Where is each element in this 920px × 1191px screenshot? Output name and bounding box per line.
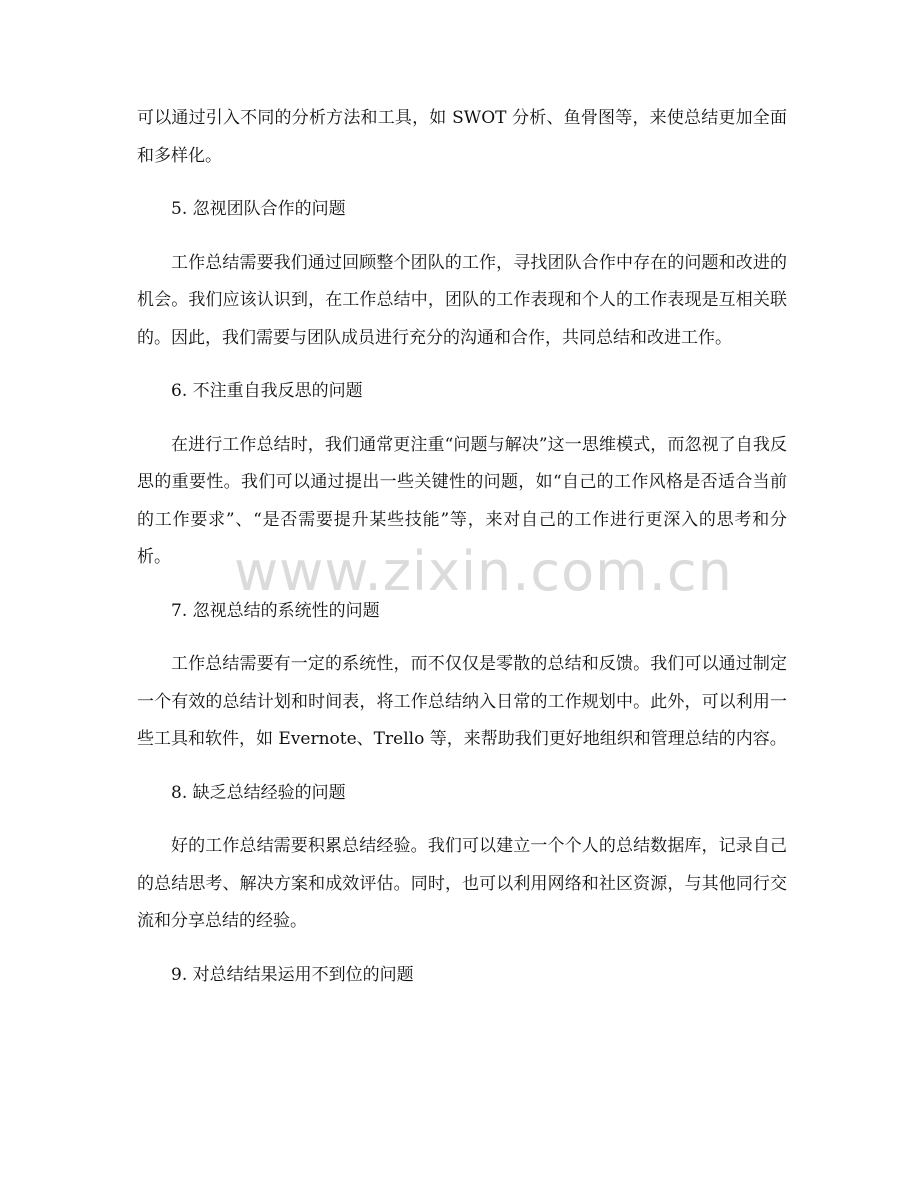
paragraph-team-cooperation: 工作总结需要我们通过回顾整个团队的工作，寻找团队合作中存在的问题和改进的机会。我们应该认识到，在工作总结中，团队的工作表现和个人的工作表现是互相关联的。因此，我们需要与团队成员进行充分的沟通和合作，共同总结和改进工作。 <box>137 252 787 348</box>
section-heading-7: 7. 忽视总结的系统性的问题 <box>171 600 380 621</box>
watermark-text: www.zixin.com.cn <box>234 540 733 603</box>
section-heading-5: 5. 忽视团队合作的问题 <box>171 199 346 219</box>
paragraph-self-reflection: 在进行工作总结时，我们通常更注重“问题与解决”这一思维模式，而忽视了自我反思的重要性。我们可以通过提出一些关键性的问题，如“自己的工作风格是否适合当前的工作要求”、“是否需要提升某些技能”等，来对自己的工作进行更深入的思考和分析。 <box>137 434 787 567</box>
paragraph-continuation: 可以通过引入不同的分析方法和工具，如 SWOT 分析、鱼骨图等，来使总结更加全面和多样化。 <box>137 108 787 166</box>
section-heading-6: 6. 不注重自我反思的问题 <box>171 381 363 401</box>
paragraph-systematic: 工作总结需要有一定的系统性，而不仅仅是零散的总结和反馈。我们可以通过制定一个有效的总结计划和时间表，将工作总结纳入日常的工作规划中。此外，可以利用一些工具和软件，如 Evernote、Trello 等，来帮助我们更好地组织和管理总结的内容。 <box>137 654 787 749</box>
paragraph-experience: 好的工作总结需要积累总结经验。我们可以建立一个个人的总结数据库，记录自己的总结思考、解决方案和成效评估。同时，也可以利用网络和社区资源，与其他同行交流和分享总结的经验。 <box>137 836 787 931</box>
section-heading-9: 9. 对总结结果运用不到位的问题 <box>171 964 414 985</box>
section-heading-8: 8. 缺乏总结经验的问题 <box>171 782 346 803</box>
